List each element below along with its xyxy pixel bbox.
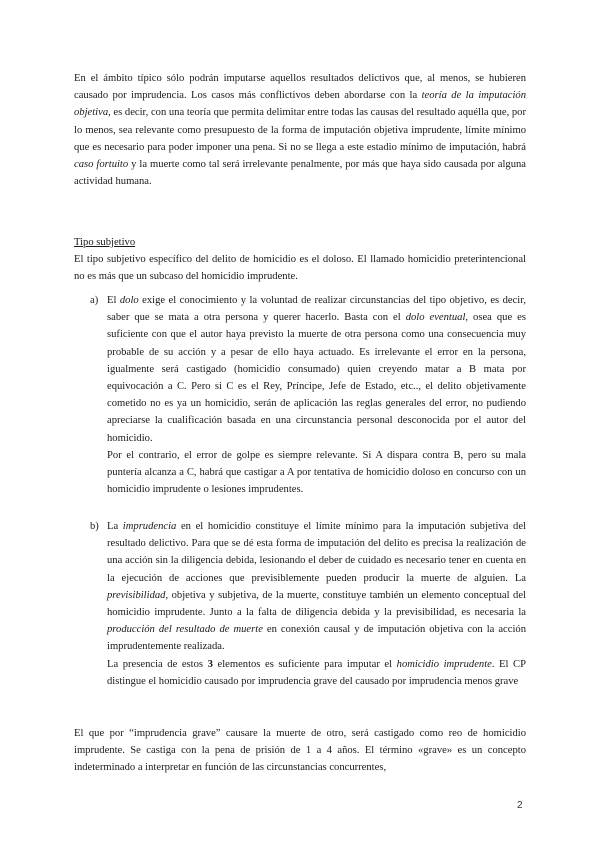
item-a-term-dolo-eventual: dolo eventual <box>405 312 466 324</box>
item-b-text-4: en conexión causal y de imputación objetiva con la acción imprudentemente realizada. <box>107 624 526 653</box>
item-b-p2-count: 3 <box>207 658 213 670</box>
closing-paragraph: El que por “imprudencia grave” causare la muerte de otro, será castigado como reo de homicidio imprudente. Se castiga con la pena de prisión de 1 a 4 años. El término «grave» es un concepto indeterminado a interpretar en función de las circunstancias concurrentes, <box>74 728 526 774</box>
intro-term-caso-fortuito: caso fortuito <box>74 159 129 171</box>
section-tipo-subjetivo <box>74 234 526 286</box>
intro-text-2: , es decir, con una teoría que permita delimitar entre todas las causas del resultado aquélla que, por lo menos, sea relevante como presupuesto de la forma de imputación objetiva imprudente, límite mínimo que es necesario para poder imponer una pena. Si no se llega a este estadio mínimo de imputación, habrá <box>74 107 526 153</box>
item-b-p2-term-homicidio: homicidio imprudente <box>396 658 492 670</box>
list-item-b <box>90 518 526 690</box>
intro-text-1: En el ámbito típico sólo podrán imputarse aquellos resultados delictivos que, al menos, se hubieren causado por imprudencia. Los casos más conflictivos deben abordarse con la <box>74 73 526 102</box>
item-a-paragraph-2: Por el contrario, el error de golpe es siempre relevante. Si A dispara contra B, pero su mala puntería alcanza a C, habrá que castigar a A por tentativa de homicidio doloso en concurso con un homicidio imprudente o lesiones imprudentes. <box>107 449 526 496</box>
section-intro-text: El tipo subjetivo específico del delito de homicidio es el doloso. El llamado homicidio preterintencional no es más que un subcaso del homicidio imprudente. <box>74 254 526 283</box>
item-a-text-2: exige el conocimiento y la voluntad de realizar circunstancias del tipo objetivo, es decir, saber que se mata a otra persona y querer hacerlo. Basta con el <box>107 295 526 324</box>
item-b-p2-text-1: La presencia de estos <box>107 658 208 670</box>
item-b-text-1: La <box>107 521 123 532</box>
item-b-p2-text-3: . El CP distingue el homicidio causado por imprudencia grave del causado por imprudencia menos grave <box>107 658 526 687</box>
item-b-paragraph-2 <box>107 656 526 690</box>
page-number: 2 <box>517 800 523 811</box>
intro-paragraph <box>74 70 526 190</box>
item-a-term-dolo: dolo <box>119 295 139 306</box>
item-b-term-imprudencia: imprudencia <box>122 521 177 532</box>
item-a-text-3: , osea que es suficiente con que el autor haya previsto la muerte de otra persona como una consecuencia muy probable de su acción y a pesar de ello haya actuado. Es irrelevante el error en la persona, igualmente será castigado (homicidio consumado) quien creyendo matar a B mata por equivocación a C. Pero si C es el Rey, Príncipe, Jefe de Estado, etc.., el delito objetivamente cometido no es ya un homicidio, serán de aplicación las reglas generales del error, no pudiendo apreciarse la cualificación basada en una circunstancia personal desconocida por el autor del homicidio. <box>107 312 526 444</box>
list-marker-b: b) <box>90 521 99 532</box>
section-title: Tipo subjetivo <box>74 237 136 248</box>
intro-term-imputacion: teoría de la imputación objetiva <box>74 90 526 119</box>
item-a-paragraph-1 <box>107 292 526 447</box>
intro-text-3: y la muerte como tal será irrelevante penalmente, por más que haya sido causada por alguna actividad humana. <box>74 159 526 188</box>
item-b-term-previsibilidad: previsibilidad <box>107 589 166 601</box>
list-marker-a: a) <box>90 295 99 306</box>
item-b-text-2: en el homicidio constituye el límite mínimo para la imputación subjetiva del resultado delictivo. Para que se dé esta forma de imputación del delito es precisa la realización de una acción sin la diligencia debida, lesionando el deber de cuidado es necesario tener en cuenta en la ejecución de acciones que previsiblemente pueden producir la muerte de alguien. La <box>107 521 526 584</box>
item-a-text-1: El <box>107 295 120 306</box>
list-item-a <box>90 292 526 498</box>
item-b-text-3: , objetiva y subjetiva, de la muerte, constituye también un elemento conceptual del homicidio imprudente. Junto a la falta de diligencia debida y la previsibilidad, es necesaria la <box>107 589 526 619</box>
item-b-paragraph-1 <box>107 518 526 656</box>
item-b-p2-text-2: elementos es suficiente para imputar el <box>212 658 397 670</box>
item-b-term-produccion: producción del resultado de muerte <box>107 624 263 636</box>
